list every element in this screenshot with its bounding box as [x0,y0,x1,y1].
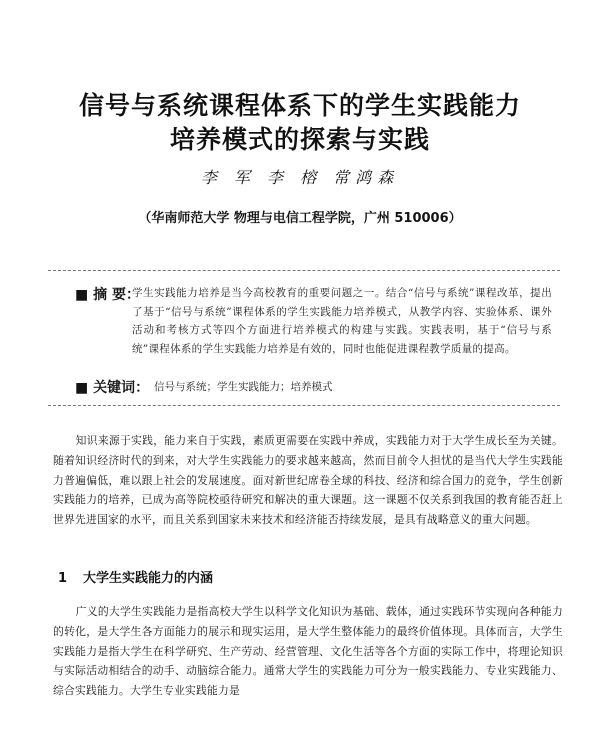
intro-paragraph: 知识来源于实践，能力来自于实践，素质更需要在实践中养成，实践能力对于大学生成长至为关键。随着知识经济时代的到来，对大学生实践能力的要求越来越高，然而目前令人担忧的是当代大学生实践能力普遍偏低，难以跟上社会的发展速度。面对新世纪席卷全球的科技、经济和综合国力的竞争，学生创新实践能力的培养，已成为高等院校亟待研究和解决的重大课题。这一课题不仅关系到我国的教育能否赶上世界先进国家的水平，而且关系到国家未来技术和经济能否持续发展，是具有战略意义的重大问题。 [53,434,563,527]
section-1-number: 1 [58,571,68,586]
abstract-label: ■ 摘 要： [75,287,140,303]
paper-title-line-1: 信号与系统课程体系下的学生实践能力 [78,91,521,120]
affiliation: （华南师范大学 物理与电信工程学院，广州 510006） [138,211,462,226]
section-1-heading [58,567,213,586]
section-1-title: 大学生实践能力的内涵 [83,571,214,586]
paper-title-line-2: 培养模式的探索与实践 [169,125,430,154]
abstract-bottom-rule [48,405,560,406]
keywords-label: ■ 关键词： [75,380,150,396]
keywords-text: 信号与系统；学生实践能力；培养模式 [154,381,333,393]
authors: 李 军 李 榕 常鸿森 [200,168,400,187]
abstract-text: 学生实践能力培养是当今高校教育的重要问题之一。结合“信号与系统”课程改革，提出了基于“信号与系统”课程体系的学生实践能力培养模式，从教学内容、实验体系、课外活动和考核方式等四个方面进行培养模式的构建与实践。实践表明，基于“信号与系统”课程体系的学生实践能力培养是有效的，同时也能促进课程教学质量的提高。 [132,287,552,355]
section-1-paragraph: 广义的大学生实践能力是指高校大学生以科学文化知识为基础、载体，通过实践环节实现向各种能力的转化，是大学生各方面能力的展示和现实运用，是大学生整体能力的最终价值体现。具体而言，大学生实践能力是指大学生在科学研究、生产劳动、经营管理、文化生活等各个方面的实际工作中，将理论知识与实际活动相结合的动手、动脑综合能力。通常大学生的实践能力可分为一般实践能力、专业实践能力、综合实践能力。大学生专业实践能力是 [53,605,563,698]
abstract-top-rule [48,270,560,271]
